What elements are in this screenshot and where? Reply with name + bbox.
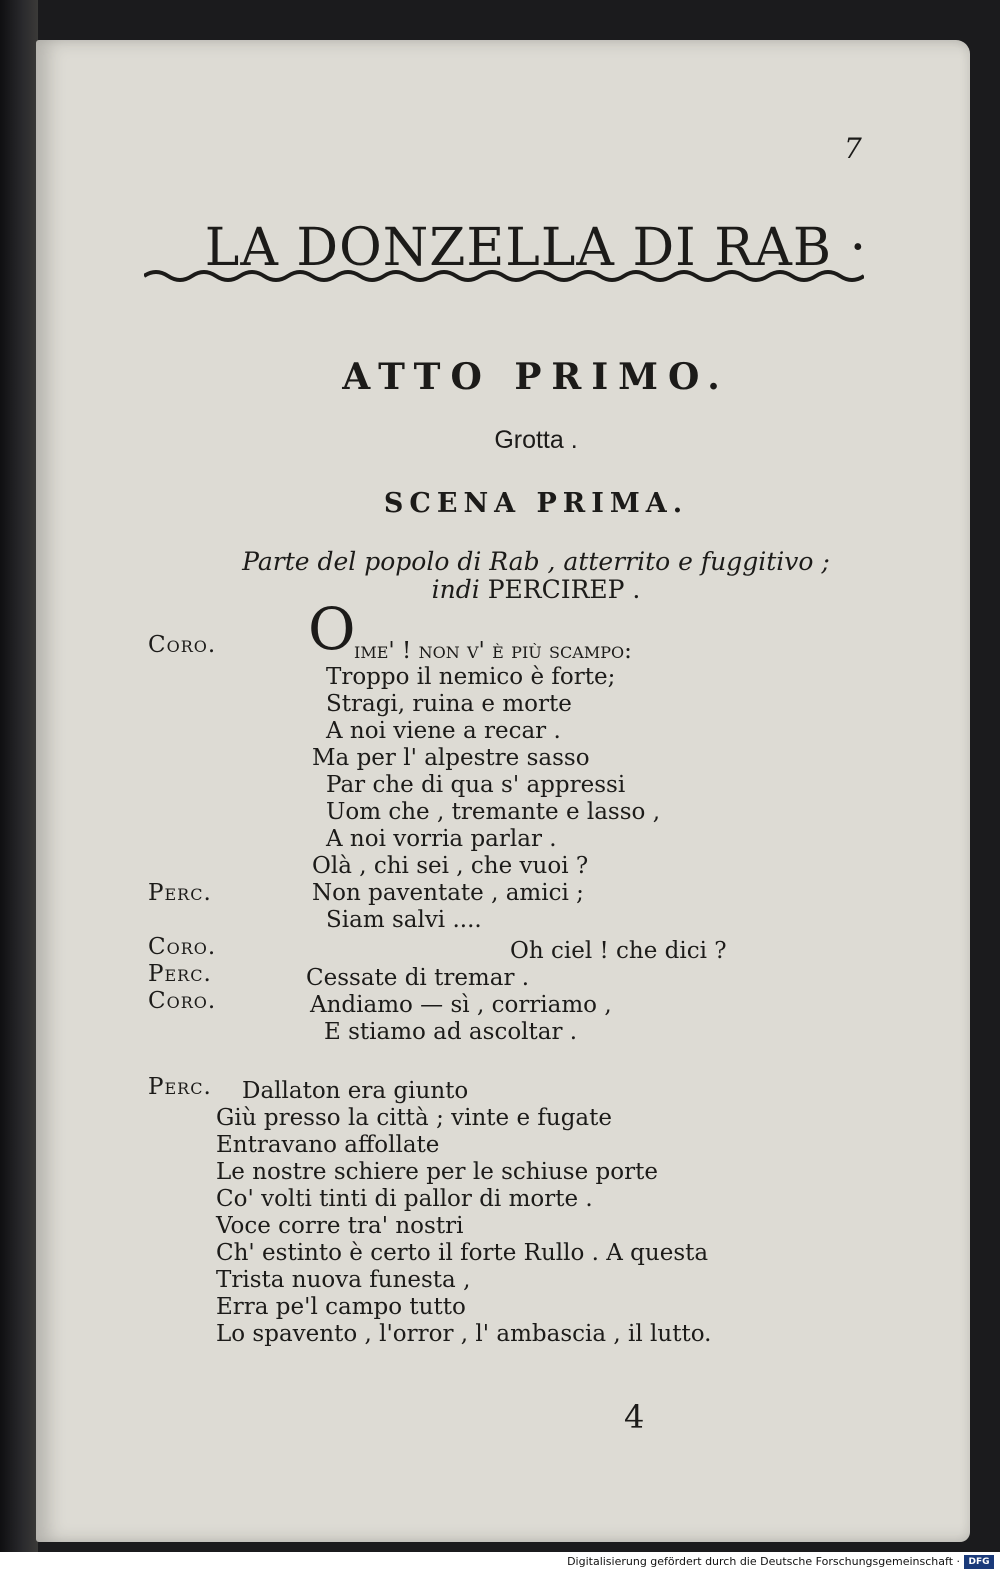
speaker-label: Coro. — [148, 934, 217, 960]
verse-line: Non paventate , amici ; — [312, 880, 584, 906]
speaker-label: Perc. — [148, 880, 212, 906]
speaker-label: Perc. — [148, 961, 212, 987]
verse-line: A noi viene a recar . — [326, 718, 561, 744]
verse-line: Cessate di tremar . — [306, 965, 530, 991]
verse-line: Erra pe'l campo tutto — [216, 1294, 466, 1320]
digitization-footer — [0, 1552, 1000, 1572]
dfg-logo: DFG — [964, 1555, 994, 1569]
book-page — [36, 40, 970, 1542]
verse-line: Andiamo — sì , corriamo , — [310, 992, 612, 1018]
stage-direction-line — [176, 576, 896, 604]
speaker-label: Coro. — [148, 988, 217, 1014]
verse-line: Co' volti tinti di pallor di morte . — [216, 1186, 593, 1212]
verse-line: Uom che , tremante e lasso , — [326, 799, 661, 825]
scene-heading: SCENA PRIMA. — [383, 488, 689, 519]
stage-direction-indi: indi — [431, 575, 480, 604]
verse-line: A noi vorria parlar . — [326, 826, 557, 852]
verse-line: E stiamo ad ascoltar . — [324, 1019, 578, 1045]
verse-line: Voce corre tra' nostri — [216, 1213, 464, 1239]
verse-line: Stragi, ruina e morte — [326, 691, 572, 717]
verse-line: Oh ciel ! che dici ? — [510, 938, 727, 964]
speaker-label: Coro. — [148, 632, 217, 658]
verse-line: Olà , chi sei , che vuoi ? — [312, 853, 589, 879]
drop-cap: O — [308, 595, 356, 663]
verse-line: Trista nuova funesta , — [216, 1267, 471, 1293]
page-number: 7 — [844, 132, 862, 165]
ornamental-rule — [144, 266, 864, 286]
stage-direction-line: Parte del popolo di Rab , atterrito e fuggitivo ; — [242, 547, 830, 576]
footer-credit: Digitalisierung gefördert durch die Deutsche Forschungsgemeinschaft · — [567, 1555, 960, 1568]
speaker-label: Perc. — [148, 1074, 212, 1100]
verse-line: Troppo il nemico è forte; — [326, 664, 616, 690]
verse-line: Entravano affollate — [216, 1132, 440, 1158]
stage-direction — [176, 548, 896, 604]
character-name: PERCIREP . — [487, 575, 641, 604]
setting-label: Grotta . — [494, 426, 578, 454]
verse-line: Ma per l' alpestre sasso — [312, 745, 590, 771]
verse-line: Dallaton era giunto — [242, 1078, 469, 1104]
verse-line: Le nostre schiere per le schiuse porte — [216, 1159, 658, 1185]
act-heading: ATTO PRIMO. — [342, 356, 730, 398]
verse-line: ime' ! non v' è più scampo: — [354, 638, 632, 664]
verse-line: Siam salvi .... — [326, 907, 482, 933]
book-binding — [0, 0, 38, 1552]
verse-line: Par che di qua s' appressi — [326, 772, 626, 798]
verse-line: Ch' estinto è certo il forte Rullo . A questa — [216, 1240, 709, 1266]
verse-line: Lo spavento , l'orror , l' ambascia , il lutto. — [216, 1321, 712, 1347]
verse-line: Giù presso la città ; vinte e fugate — [216, 1105, 612, 1131]
signature-mark: 4 — [624, 1398, 645, 1436]
page-title: LA DONZELLA DI RAB · — [204, 218, 868, 278]
